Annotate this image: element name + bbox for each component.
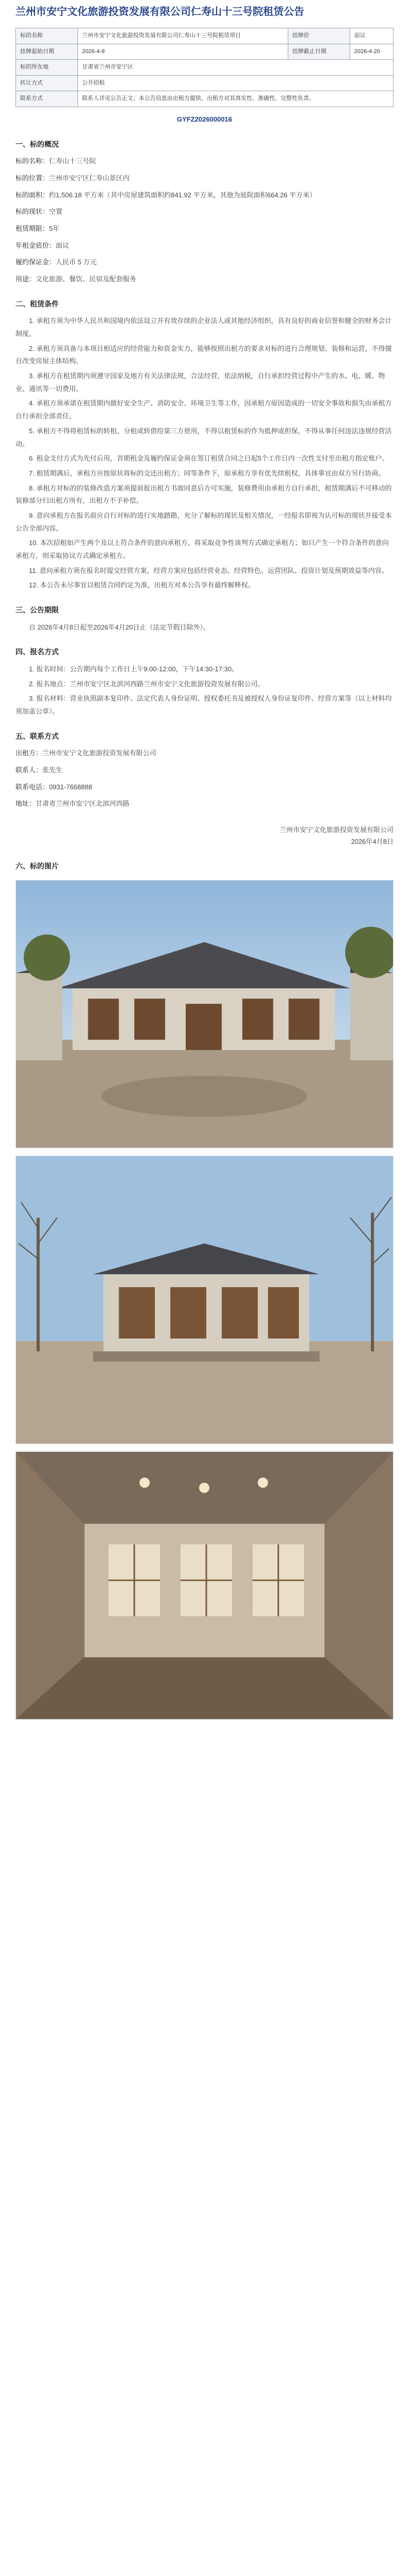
contact-item <box>15 781 394 794</box>
section-heading: 一、标的概况 <box>15 140 59 148</box>
basic-item-key: 标的名称： <box>15 157 50 165</box>
info-value: 甘肃省兰州市安宁区 <box>78 60 394 76</box>
info-row <box>16 28 394 44</box>
contact-item <box>15 747 394 760</box>
signup-item: 3. 报名材料：营业执照副本复印件、法定代表人身份证明、授权委托书及被授权人身份证复印件、经营方案等（以上材料均须加盖公章）。 <box>15 694 392 716</box>
signature-org: 兰州市安宁文化旅游投资发展有限公司 <box>279 826 394 834</box>
page-title: 兰州市安宁文化旅游投资发展有限公司仁寿山十三号院租赁公告 <box>15 6 304 18</box>
contact-item-key: 出租方： <box>15 749 43 757</box>
info-key: 标的所在地 <box>16 60 78 76</box>
basic-item-value: 仁寿山十三号院 <box>49 157 96 165</box>
info-value: 2026-4-8 <box>78 44 288 60</box>
basic-item-value: 面议 <box>56 241 70 249</box>
basic-item <box>15 206 394 218</box>
basic-item-key: 年租金底价： <box>15 241 56 249</box>
signup-item: 1. 报名时间：公告期内每个工作日上午9:00-12:00，下午14:30-17:30。 <box>29 665 239 673</box>
section-heading: 六、标的图片 <box>15 861 59 870</box>
condition-item: 4. 承租方须承诺在租赁期内做好安全生产、消防安全、环境卫生等工作，因承租方原因造成的一切安全事故和损失由承租方自行承担全部责任。 <box>15 399 392 420</box>
info-value: 2026-4-20 <box>350 44 393 60</box>
info-row <box>16 44 394 60</box>
basic-item <box>15 223 394 235</box>
basic-item <box>15 240 394 252</box>
signature-date: 2026年4月8日 <box>351 838 394 846</box>
basic-item-key: 租赁期限： <box>15 225 50 232</box>
condition-item: 5. 承租方不得将租赁标的转租、分租或转借给第三方使用，不得以租赁标的作为抵押或担保，不得从事任何违法违规经营活动。 <box>15 427 392 448</box>
basic-item <box>15 155 394 168</box>
contact-item-value: 0931-7668888 <box>49 783 92 791</box>
signup-list <box>15 663 394 718</box>
period-text: 自 2026年4月8日起至2026年4月20日止（法定节假日除外）。 <box>29 623 210 631</box>
basic-item-value: 约1,506.18 平方米（其中房屋建筑面积约841.92 平方米，其他为庭院面积664.26 平方米） <box>49 191 316 199</box>
basic-item-value: 人民币 5 万元 <box>56 258 97 266</box>
contact-item-value: 兰州市安宁文化旅游投资发展有限公司 <box>42 749 157 757</box>
basic-item-key: 标的位置： <box>15 174 50 182</box>
photo-exterior <box>15 1156 394 1444</box>
conditions-list <box>15 315 394 592</box>
contact-item-key: 联系人： <box>15 766 43 774</box>
info-table-body <box>16 28 394 107</box>
info-value: 兰州市安宁文化旅游投资发展有限公司仁寿山十三号院租赁项目 <box>78 28 288 44</box>
section-heading: 四、报名方式 <box>15 648 59 656</box>
info-table <box>15 28 394 107</box>
basic-item-value: 空置 <box>49 208 63 216</box>
section-heading: 二、租赁条件 <box>15 299 59 308</box>
condition-item: 8. 承租方对标的的装修改造方案须提前报出租方书面同意后方可实施，装修费用由承租方自行承担，租赁期满后不可移动的装修部分归出租方所有，出租方不予补偿。 <box>15 484 392 505</box>
basic-item-key: 标的现状： <box>15 208 50 216</box>
basic-item <box>15 189 394 202</box>
condition-item: 1. 承租方须为中华人民共和国境内依法设立并有效存续的企业法人或其他经济组织，具有良好的商业信誉和健全的财务会计制度。 <box>15 317 392 338</box>
basic-item-key: 用途： <box>15 275 36 283</box>
contact-item <box>15 764 394 777</box>
condition-item: 3. 承租方在租赁期内须遵守国家及地方有关法律法规，合法经营，依法纳税，自行承担经营过程中产生的水、电、暖、物业、通讯等一切费用。 <box>15 372 385 393</box>
basic-info-list <box>15 155 394 286</box>
contact-item <box>15 798 394 810</box>
contact-list <box>15 747 394 810</box>
info-row <box>16 60 394 76</box>
info-value: 联系人详见公告正文；本公告信息由出租方提供，出租方对其真实性、准确性、完整性负责。 <box>78 91 394 107</box>
info-key: 挂牌价 <box>288 28 350 44</box>
photo-interior <box>15 1451 394 1720</box>
basic-item-key: 标的面积： <box>15 191 50 199</box>
section-heading: 五、联系方式 <box>15 732 59 740</box>
contact-item-key: 联系电话： <box>15 783 50 791</box>
signup-item: 2. 报名地点：兰州市安宁区北滨河西路兰州市安宁文化旅游投资发展有限公司。 <box>29 680 265 688</box>
basic-item <box>15 256 394 269</box>
info-key: 挂牌起始日期 <box>16 44 78 60</box>
basic-item <box>15 273 394 286</box>
info-value: 面议 <box>350 28 393 44</box>
info-row <box>16 91 394 107</box>
info-value: 公开招租 <box>78 75 394 91</box>
basic-item-value: 兰州市安宁区仁寿山景区内 <box>49 174 130 182</box>
info-key: 挂牌截止日期 <box>288 44 350 60</box>
condition-item: 10. 本次招租如产生两个及以上符合条件的意向承租方，将采取竞争性谈判方式确定承租方；如只产生一个符合条件的意向承租方，则采取协议方式确定承租方。 <box>15 539 389 560</box>
condition-item: 7. 租赁期满后，承租方应按原状将标的交还出租方；同等条件下，原承租方享有优先续租权，具体事宜由双方另行协商。 <box>29 469 385 477</box>
signature-block <box>15 824 394 848</box>
basic-item <box>15 172 394 185</box>
condition-item: 6. 租金支付方式为先付后用，首期租金及履约保证金须在签订租赁合同之日起5个工作日内一次性支付至出租方指定账户。 <box>29 454 389 463</box>
condition-item: 12. 本公告未尽事宜以租赁合同约定为准，出租方对本公告享有最终解释权。 <box>29 581 255 589</box>
contact-item-value: 甘肃省兰州市安宁区北滨河西路 <box>36 800 130 808</box>
basic-item-value: 文化旅游、餐饮、民宿及配套服务 <box>36 275 137 283</box>
condition-item: 2. 承租方须具备与本项目相适应的经营能力和资金实力，能够按照出租方的要求对标的进行合理规划、装修和运营，不得擅自改变房屋主体结构。 <box>15 344 392 365</box>
contact-item-value: 张先生 <box>42 766 63 774</box>
basic-item-value: 5年 <box>49 225 60 232</box>
basic-item-key: 履约保证金： <box>15 258 56 266</box>
section-heading: 三、公告期限 <box>15 606 59 615</box>
condition-item: 11. 意向承租方须在报名时提交经营方案，经营方案应包括经营业态、经营特色、运营团队、投资计划及预期效益等内容。 <box>29 566 388 574</box>
condition-item: 9. 意向承租方在报名前应自行对标的进行实地踏勘，充分了解标的现状及相关情况，一经报名即视为认可标的现状并接受本公告全部内容。 <box>15 511 392 532</box>
info-key: 联系方式 <box>16 91 78 107</box>
photo-courtyard <box>15 880 394 1148</box>
contact-item-key: 地址： <box>15 800 36 808</box>
info-key: 转让方式 <box>16 75 78 91</box>
info-key: 标的名称 <box>16 28 78 44</box>
info-row <box>16 75 394 91</box>
project-code: GYFZ2026000016 <box>177 115 232 123</box>
